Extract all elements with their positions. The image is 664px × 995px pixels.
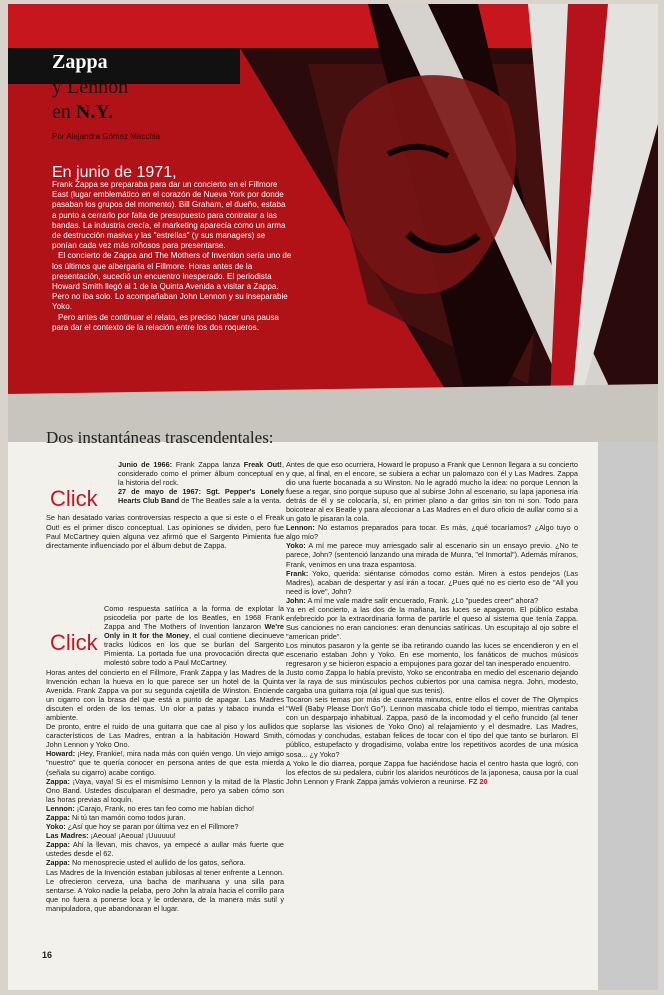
- intro-paragraph: Frank Zappa se preparaba para dar un concierto en el Fillmore East (lugar emblemático en el corazón de Nueva York por donde pasaban los grupos del momento). Bill Graham, el dueño, estaba a punto a cerrarlo por falta de presupuesto para contratar a las bandas. La industria crecía, el marketing aparecía como un arma de destrucción masiva y las "estrellas" (y sus managers) se ponían cada vez más roñosos para presentarse.: [52, 180, 286, 251]
- paragraph: Antes de que eso ocurriera, Howard le propuso a Frank que Lennon llegara a su concierto y que, al final, en el encore, se subiera a echar un palomazo con él y Las Madres. Zappa dio una fuerte bocanada a su Winston. No le agradó mucho la idea: no porque Lennon la fuese a regar, sino porque supuso que al subirse John al escenario, su lapa japonesa iría detrás de él y se colocaría, sí, en primer plano a dar gritos sin ton ni son. Todo para boicotear al ex Beatle y para aleccionar a Las Madres en el duro oficio de aullar como si a un gato le pisaran la cola.: [286, 460, 578, 524]
- intro-paragraph: Pero antes de continuar el relato, es preciso hacer una pausa para dar el contexto de la relación entre los dos roqueros.: [52, 312, 279, 332]
- dialogue-line: Las Madres: ¡Aeoua! ¡Aeoua! ¡Uuuuuu!: [46, 831, 176, 841]
- end-mark: FZ 20: [468, 776, 488, 786]
- dialogue-line: Lennon: ¡Carajo, Frank, no eres tan feo como me habían dicho!: [46, 803, 255, 813]
- dialogue-line: Frank: Yoko, querida: siéntanse cómodos como están. Miren a estos pendejos (Las Madres), acaban de despertar y así irán a tocar. ¿Pues qué no es cierto eso de "All you need is love", John?: [286, 568, 578, 596]
- click-box-1: Junio de 1966: Frank Zappa lanza Freak Out!, considerado como el primer álbum conceptual en la historia del rock. 27 de mayo de 1967: Sgt. Pepper's Lonely Hearts Club Band de The Beatles sale a la venta.: [118, 460, 284, 506]
- paragraph: A Yoko le dio diarrea, porque Zappa fue haciéndose hacia el centro hasta que logró, con los efectos de su pedalera, cubrir los alaridos neuróticos de la japonesa, causa por la cual John Lennon y Frank Zappa jamás volvieron a reunirse. FZ 20: [286, 758, 578, 786]
- title-line-1: Zappa: [52, 51, 108, 73]
- dialogue-line: Zappa: Ahí la llevan, mis chavos, ya empecé a aullar más fuerte que ustedes desde el 62.: [46, 840, 284, 859]
- click-label-1: Click: [50, 486, 98, 511]
- right-photo-strip: [598, 442, 658, 990]
- paragraph: Justo como Zappa lo había previsto, Yoko se encontraba en medio del escenario dejando ver la raya de sus minúsculos pechos cubiertos por una camisa negra. John, modesto, cargaba una guitarra roja (al igual que sus tenis).: [286, 668, 578, 696]
- byline: Por Alejandra Gómez Macchia: [52, 132, 161, 141]
- article-column-2: [286, 460, 578, 786]
- paragraph: Se han desatado varias controversias respecto a que si este o el Freak Out! es el primer disco conceptual. Las opiniones se dividen, pero fue Paul McCartney quien alguna vez afirmó que el Sargento Pimienta fue directamente influenciado por el álbum debut de Zappa.: [46, 513, 284, 550]
- paragraph: Las Madres de la Invención estaban jubilosas al tener enfrente a Lennon. Le ofrecieron cerveza, una bacha de marihuana y una silla para sentarse. A Yoko nadie la pelaba, pero John la atraía hacia el corrillo para que no fuera a ponerse loca y le ordenara, de la manera más sutil y manipuladora, que abandonaran el lugar.: [46, 867, 284, 913]
- paragraph: Ya en el concierto, a las dos de la mañana, las luces se apagaron. El público estaba enfebrecido por la extraordinaria forma de partirle el queso al sistema que tenía Zappa. Sus canciones no eran canciones: eran denuncias satíricas. Un escupitajo al ojo sobre el "american pride".: [286, 604, 578, 641]
- dialogue-line: Zappa: Ni tú tan mamón como todos juran.: [46, 813, 186, 822]
- paragraph: Horas antes del concierto en el Fillmore, Frank Zappa y las Madres de la Invención echan la hueva en lo que parece ser un hotel de la Quinta Avenida. Frank Zappa va por su segunda cajetilla de Winston. Enciende un cigarro con la brasa del que está a punto de apagar. Las Madres discuten el orden de los temas. Un olor a patas y tabaco inunda el ambiente.: [46, 667, 284, 722]
- title-line-3: en N.Y.: [52, 101, 113, 123]
- paragraph: Tocaron seis temas por más de cuarenta minutos, entre ellos el cover de The Olympics "Well (Baby Please Don't Go"). Lennon mascaba chicle todo el tiempo, mientras cantaba con un desparpajo inhabitual. Zappa, pasó de la incomodad y el ceño fruncido (al tener que soplarse las visiones de Yoko Ono) al relajamiento y el desmadre. Las Madres, cómodas y conchudas, estaban felices de tocar con el tipo del que tanto se burlaron. El público, estupefacto y drogadísimo, volaba entre los repetitivos acordes de una música sosa... ¿y Yoko?: [286, 695, 578, 759]
- title-line-2: y Lennon: [52, 76, 129, 98]
- lead-heading: En junio de 1971,: [52, 164, 177, 181]
- dialogue-line: Zappa: No menosprecie usted el aullido de los gatos, señora.: [46, 858, 246, 868]
- dialogue-line: John: A mí me vale madre salir encuerado, Frank. ¿Lo "puedes creer" ahora?: [286, 595, 539, 605]
- paragraph: Los minutos pasaron y la gente se iba retirando cuando las luces se encendieron y en el escenario estaban John y Yoko. En ese momento, los fanáticos de muchos músicos regresaron y se hicieron espacio a empujones para gozar del tan inesperado encuentro.: [286, 640, 578, 669]
- click-box-2: Como respuesta satírica a la forma de explotar la psicodelia por parte de los Beatles, en 1968 Frank Zappa and The Mothers of Invention lanzaron We're Only in It for the Money, el cual contiene diecinueve tracks lúdicos en los que se burlan del Sargento Pimienta. La portada fue una provocación directa que molestó sobre todo a Paul McCartney.: [104, 603, 285, 668]
- dialogue-line: Lennon: No estamos preparados para tocar. Es más, ¿qué tocaríamos? ¿Algo tuyo o algo mío?: [286, 523, 578, 542]
- dialogue-line: Yoko: ¿Así que hoy se paran por última vez en el Fillmore?: [46, 822, 239, 832]
- intro-text: [52, 180, 292, 333]
- dialogue-line: Howard: ¡Hey, Frankie!, mira nada más con quién vengo. Un viejo amigo "nuestro" que te quería conocer en persona antes de que esta mierda (señala su cigarro) acabe contigo.: [46, 749, 284, 777]
- dialogue-line: Zappa: ¡Vaya, vaya! Si es el mismísimo Lennon y la mitad de la Plastic Ono Band. Ustedes disculparan el desmadre, pero ya saben cómo son las horas previas al toquín.: [46, 776, 284, 804]
- dialogue-line: Yoko: A mí me parece muy arriesgado salir al escenario sin un ensayo previo. ¿No te parece, John? (sentenció lanzando una mirada de Munra, "el Inmortal"). Además míranos, Frank, venimos en una traza espantosa.: [286, 541, 578, 569]
- section-heading: Dos instantáneas trascendentales:: [46, 428, 274, 447]
- page-number: 16: [42, 950, 53, 960]
- intro-paragraph: El concierto de Zappa and The Mothers of Invention sería uno de los últimos que albergaría el Fillmore. Horas antes de la presentación, sucedió un encuentro inesperado. El periodista Howard Smith llegó al 1 de la Quinta Avenida a visitar a Zappa. Pero no iba solo. Lo acompañaban John Lennon y su inseparable Yoko.: [52, 251, 292, 312]
- paragraph: De pronto, entre el ruido de una guitarra que cae al piso y los aullidos característicos de Las Madres, entran a la habitación Howard Smith, John Lennon y Yoko Ono.: [46, 722, 284, 750]
- magazine-page: [8, 4, 658, 990]
- article-column-1: [46, 460, 284, 913]
- click-label-2: Click: [50, 630, 98, 655]
